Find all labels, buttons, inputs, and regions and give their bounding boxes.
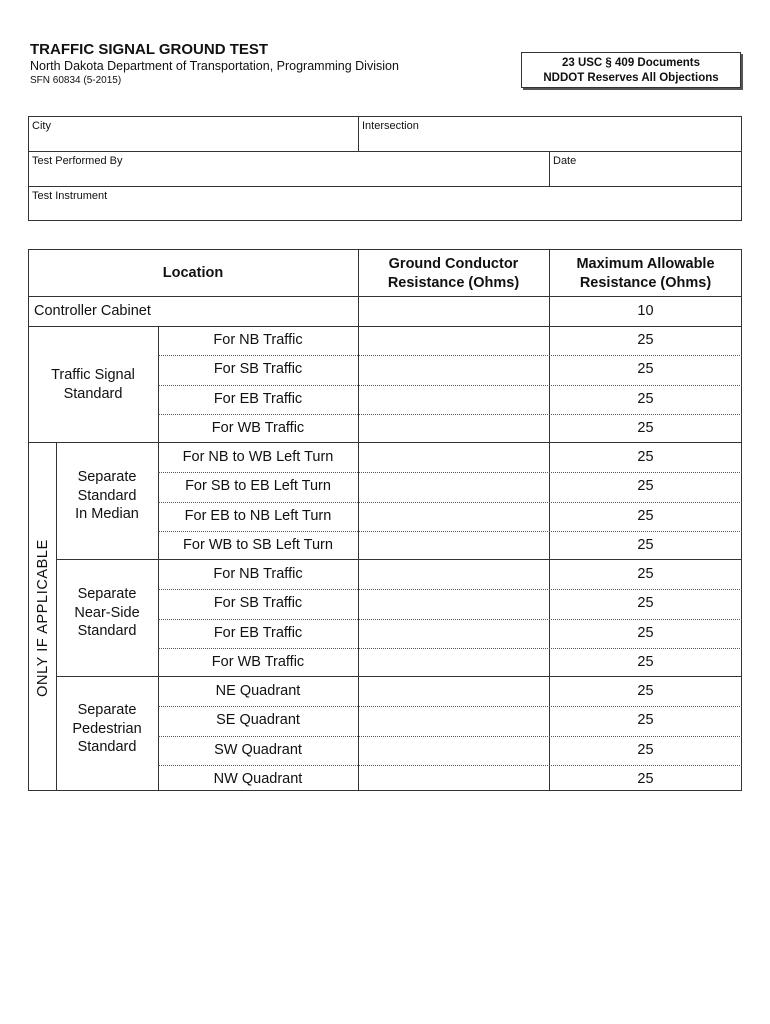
row-location-label: For NB Traffic — [213, 566, 303, 582]
row-max-value: 25 — [637, 449, 654, 465]
row-resistance-input[interactable] — [359, 532, 549, 560]
date-label: Date — [553, 155, 577, 167]
performed-by-label: Test Performed By — [32, 155, 123, 167]
row-divider — [158, 385, 742, 386]
row-max-value: 25 — [637, 536, 654, 553]
form-number: SFN 60834 (5-2015) — [30, 75, 122, 86]
row-resistance-input[interactable] — [359, 386, 549, 414]
row-divider — [158, 531, 742, 532]
group-line: Standard — [77, 487, 137, 504]
group-line: Standard — [77, 623, 137, 639]
row-max-value: 25 — [637, 390, 654, 407]
row-divider — [158, 589, 742, 590]
row-location-label: For NB Traffic — [213, 332, 303, 348]
row-divider — [158, 765, 742, 766]
group-line: Traffic Signal — [51, 367, 135, 383]
group-near-side-standard — [56, 585, 158, 641]
row-resistance-input[interactable] — [359, 620, 549, 648]
row-max-value: 25 — [637, 478, 654, 495]
group-line: Near-Side — [74, 604, 140, 621]
row-max-value: 25 — [637, 712, 654, 729]
row-max-value: 25 — [637, 419, 654, 436]
controller-cabinet-max: 10 — [637, 303, 654, 319]
group-line: Standard — [63, 385, 123, 402]
location-header: Location — [162, 265, 224, 281]
row-location-label: NW Quadrant — [213, 770, 303, 787]
test-instrument-label: Test Instrument — [32, 190, 108, 202]
row-max-value: 25 — [637, 361, 654, 378]
group-line: Separate — [77, 469, 137, 485]
controller-cabinet-label: Controller Cabinet — [34, 303, 151, 319]
row-max-value: 25 — [637, 595, 654, 612]
only-if-applicable-label: ONLY IF APPLICABLE — [35, 539, 51, 697]
row-location-label: For WB to SB Left Turn — [183, 536, 333, 553]
row-location-label: NE Quadrant — [215, 683, 301, 699]
intersection-label: Intersection — [362, 120, 419, 132]
notice-line-2: NDDOT Reserves All Objections — [543, 71, 719, 84]
controller-cabinet-resistance-input[interactable] — [359, 297, 549, 326]
row-location-label: For WB Traffic — [211, 653, 305, 670]
row-divider — [158, 414, 742, 415]
row-divider — [158, 619, 742, 620]
max-allowable-header — [549, 255, 742, 293]
row-location-label: SW Quadrant — [214, 741, 302, 758]
row-divider — [158, 736, 742, 737]
form-title: TRAFFIC SIGNAL GROUND TEST — [30, 41, 269, 58]
row-max-value: 25 — [637, 653, 654, 670]
row-resistance-input[interactable] — [359, 444, 549, 472]
group-line: Pedestrian — [72, 720, 142, 737]
row-location-label: For SB to EB Left Turn — [185, 478, 331, 495]
row-resistance-input[interactable] — [359, 707, 549, 735]
row-resistance-input[interactable] — [359, 678, 549, 706]
row-max-value: 25 — [637, 624, 654, 641]
max-header-line-2: Resistance (Ohms) — [579, 275, 712, 291]
row-location-label: SE Quadrant — [216, 712, 300, 729]
row-max-value: 25 — [637, 770, 654, 787]
row-max-value: 25 — [637, 507, 654, 524]
group-traffic-signal-standard — [28, 366, 158, 403]
row-location-label: For WB Traffic — [211, 419, 305, 436]
group-line: Separate — [77, 586, 137, 602]
group-standard-in-median — [56, 468, 158, 524]
row-location-label: For NB to WB Left Turn — [182, 449, 334, 465]
row-location-label: For SB Traffic — [213, 361, 303, 378]
max-header-line-1: Maximum Allowable — [576, 256, 715, 272]
row-location-label: For EB Traffic — [213, 390, 303, 407]
group-pedestrian-standard — [56, 701, 158, 757]
row-resistance-input[interactable] — [359, 561, 549, 589]
group-line: In Median — [75, 506, 139, 522]
row-max-value: 25 — [637, 566, 654, 582]
notice-line-1: 23 USC § 409 Documents — [561, 57, 701, 69]
row-divider — [158, 648, 742, 649]
row-divider — [158, 355, 742, 356]
row-location-label: For EB Traffic — [213, 624, 303, 641]
row-resistance-input[interactable] — [359, 415, 549, 443]
row-resistance-input[interactable] — [359, 766, 549, 794]
row-resistance-input[interactable] — [359, 327, 549, 355]
row-resistance-input[interactable] — [359, 356, 549, 384]
department-name: North Dakota Department of Transportation, Programming Division — [30, 59, 399, 73]
ground-header-line-2: Resistance (Ohms) — [387, 275, 520, 291]
row-max-value: 25 — [637, 332, 654, 348]
row-max-value: 25 — [637, 741, 654, 758]
row-resistance-input[interactable] — [359, 503, 549, 531]
ground-conductor-header — [358, 255, 549, 293]
row-resistance-input[interactable] — [359, 590, 549, 618]
row-resistance-input[interactable] — [359, 473, 549, 501]
row-divider — [158, 502, 742, 503]
row-max-value: 25 — [637, 683, 654, 699]
row-divider — [158, 706, 742, 707]
row-location-label: For SB Traffic — [213, 595, 303, 612]
group-line: Separate — [77, 702, 137, 718]
group-line: Standard — [77, 739, 137, 755]
row-resistance-input[interactable] — [359, 737, 549, 765]
row-resistance-input[interactable] — [359, 649, 549, 677]
row-divider — [158, 472, 742, 473]
row-location-label: For EB to NB Left Turn — [184, 507, 332, 524]
city-label: City — [32, 120, 51, 132]
ground-header-line-1: Ground Conductor — [388, 256, 519, 272]
